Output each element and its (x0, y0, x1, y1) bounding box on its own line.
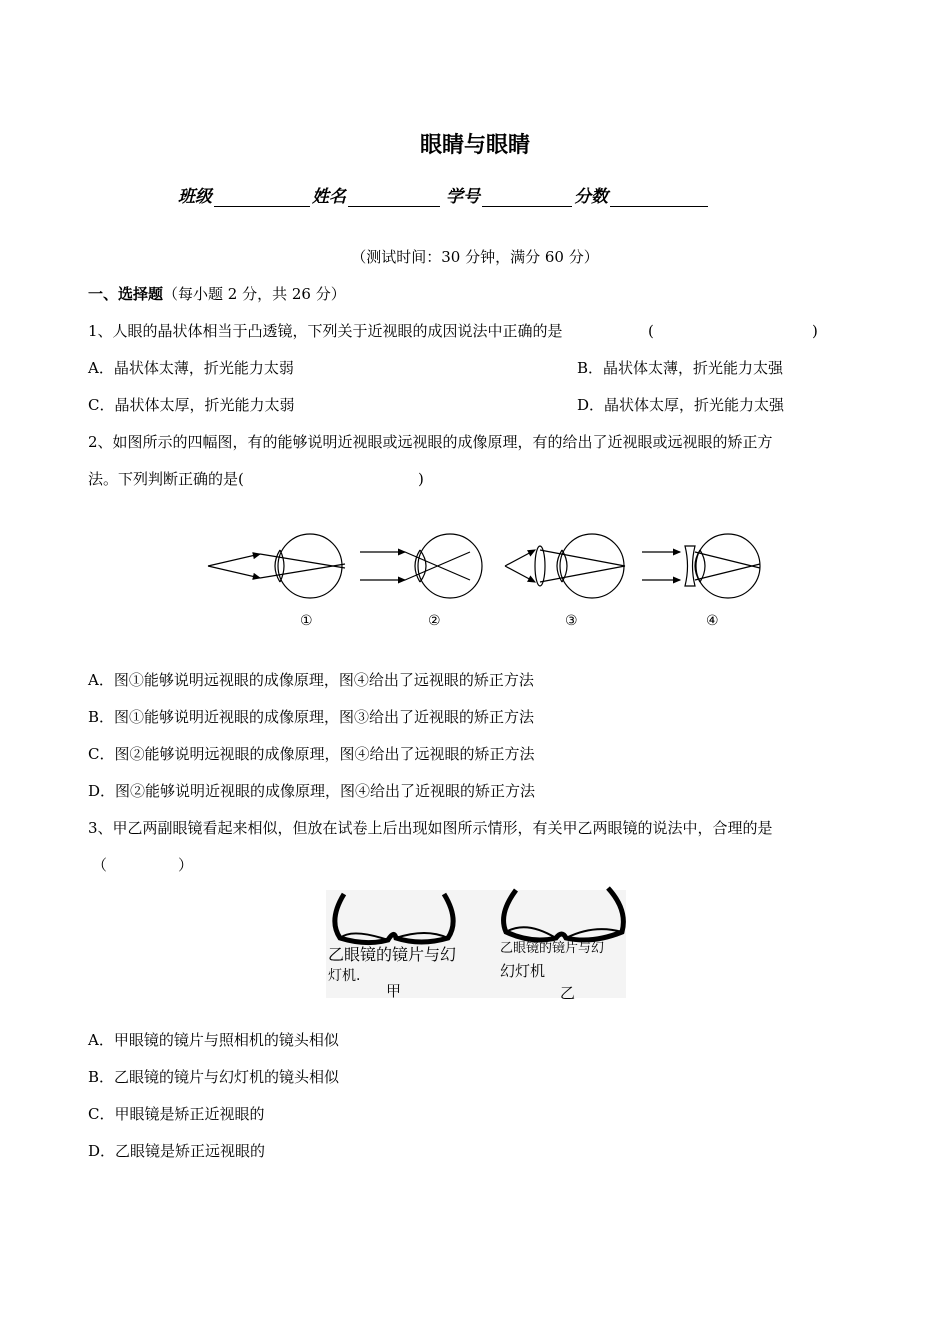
q1-bracket-open: ( (648, 322, 654, 340)
yi-caption-line1: 乙眼镜的镜片与幻 (500, 941, 605, 956)
name-blank[interactable] (348, 188, 440, 207)
q2-option-d[interactable]: D．图②能够说明近视眼的成像原理，图④给出了近视眼的矫正方法 (88, 782, 536, 800)
section-note: （每小题 2 分，共 26 分） (163, 285, 346, 303)
fig-label-2: ② (428, 613, 441, 629)
q2-option-b[interactable]: B．图①能够说明近视眼的成像原理，图③给出了近视眼的矫正方法 (88, 708, 535, 726)
q3-option-a[interactable]: A．甲眼镜的镜片与照相机的镜头相似 (88, 1031, 339, 1049)
eye-diagrams-figure (200, 520, 770, 635)
student-info-row (176, 182, 708, 207)
glasses-figure (326, 880, 626, 1000)
yi-caption-line2: 幻灯机 (500, 962, 546, 980)
q1-option-c[interactable]: C．晶状体太厚，折光能力太弱 (88, 396, 295, 414)
q2-bracket-close: ) (418, 470, 424, 488)
fig-label-3: ③ (565, 613, 578, 629)
fig-label-1: ① (300, 613, 313, 629)
name-label: 姓名 (312, 187, 346, 207)
eye-diagram-1 (208, 534, 345, 598)
time-note: （测试时间：30 分钟，满分 60 分） (351, 248, 599, 266)
eye-diagram-2 (360, 534, 482, 598)
id-label: 学号 (446, 187, 480, 207)
page-title: 眼睛与眼睛 (419, 133, 530, 158)
q3-bracket-open: （ (92, 856, 108, 874)
q3-stem: 3、甲乙两副眼镜看起来相似，但放在试卷上后出现如图所示情形，有关甲乙两眼镜的说法中，合理的是 (88, 819, 773, 837)
score-blank[interactable] (610, 188, 708, 207)
class-label: 班级 (178, 187, 212, 207)
q2-stem-line2: 法。下列判断正确的是( (88, 470, 244, 488)
q1-bracket-close: ) (812, 322, 818, 340)
q1-option-b[interactable]: B．晶状体太薄，折光能力太强 (577, 359, 784, 377)
q1-option-d[interactable]: D．晶状体太厚，折光能力太强 (577, 396, 785, 414)
section-title: 一、选择题 (88, 285, 164, 303)
class-blank[interactable] (214, 188, 310, 207)
q1-stem: 1、人眼的晶状体相当于凸透镜，下列关于近视眼的成因说法中正确的是 (88, 322, 563, 340)
q3-option-c[interactable]: C．甲眼镜是矫正近视眼的 (88, 1105, 265, 1123)
eye-diagram-4 (642, 534, 760, 598)
score-label: 分数 (574, 187, 608, 207)
eye-diagram-3 (505, 534, 625, 598)
q3-bracket-close: ） (178, 856, 194, 874)
jia-label: 甲 (386, 982, 402, 1000)
q1-option-a[interactable]: A．晶状体太薄，折光能力太弱 (88, 359, 294, 377)
jia-caption-line2: 灯机. (328, 968, 361, 984)
q3-option-d[interactable]: D．乙眼镜是矫正远视眼的 (88, 1142, 266, 1160)
q2-stem-line1: 2、如图所示的四幅图，有的能够说明近视眼或远视眼的成像原理，有的给出了近视眼或远视眼的矫正方 (88, 433, 773, 451)
section-heading (88, 284, 346, 304)
q2-option-a[interactable]: A．图①能够说明远视眼的成像原理，图④给出了远视眼的矫正方法 (88, 671, 534, 689)
q3-option-b[interactable]: B．乙眼镜的镜片与幻灯机的镜头相似 (88, 1068, 340, 1086)
id-blank[interactable] (482, 188, 572, 207)
yi-label: 乙 (560, 984, 576, 1000)
q2-option-c[interactable]: C．图②能够说明远视眼的成像原理，图④给出了远视眼的矫正方法 (88, 745, 535, 763)
jia-caption-line1: 乙眼镜的镜片与幻 (328, 945, 457, 964)
fig-label-4: ④ (706, 613, 719, 629)
